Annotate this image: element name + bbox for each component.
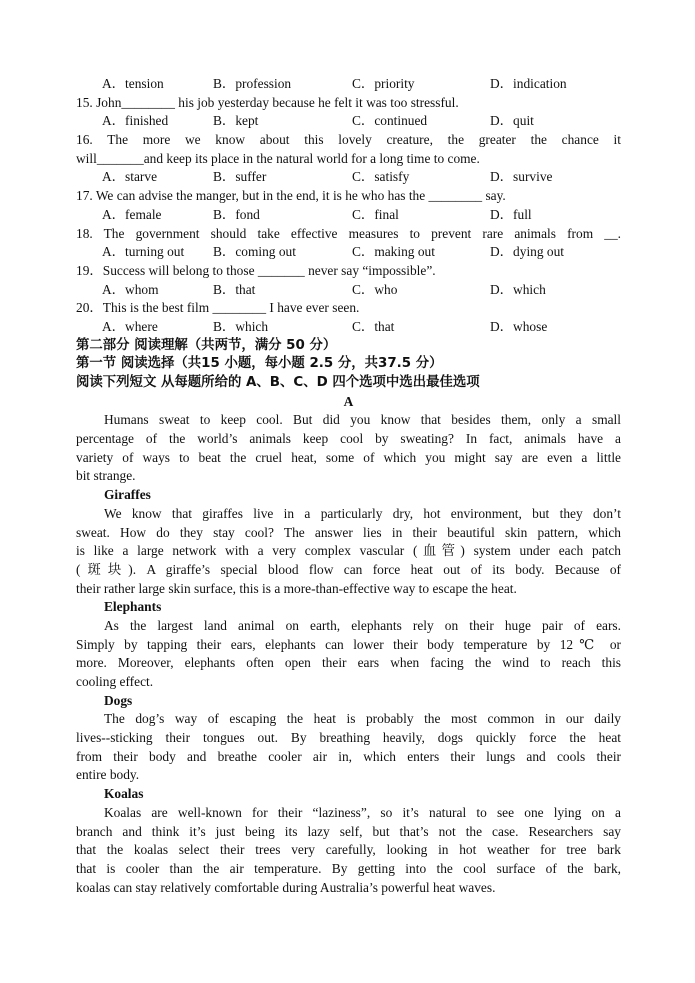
intro-line-3: variety of ways to beat the cruel heat, some of which you might say are even a little <box>76 449 621 465</box>
intro-line-1: Humans sweat to keep cool. But did you know that besides them, only a small <box>104 412 621 428</box>
giraffes-line-5: their rather large skin surface, this is a more-than-effective way to escape the heat. <box>76 580 517 596</box>
koalas-line-2: branch and think it’s just being its lazy self, but that’s not the case. Researchers say <box>76 823 621 839</box>
q20-option-a: A．where <box>102 318 158 334</box>
q14-options <box>76 75 621 94</box>
intro-line-4: bit strange. <box>76 468 136 484</box>
q19-option-a: A．whom <box>102 281 159 297</box>
intro-line-2: percentage of the world’s animals keep cool by sweating? In fact, animals have a <box>76 431 621 447</box>
q14-option-c: C．priority <box>352 76 415 91</box>
q18-option-b: B．coming out <box>213 244 296 260</box>
q17-option-a: A．female <box>102 206 162 222</box>
elephants-line-1: As the largest land animal on earth, elephants rely on their huge pair of ears. <box>104 617 621 633</box>
q19-options <box>76 281 621 300</box>
giraffes-line-2: sweat. How do they stay cool? The answer lies in their beautiful skin pattern, which <box>76 524 621 540</box>
q19-option-c: C．who <box>352 281 398 297</box>
q20-option-d: D．whose <box>490 318 548 334</box>
q20-option-b: B．which <box>213 318 269 334</box>
q16-option-b: B．suffer <box>213 169 267 185</box>
q20-option-c: C．that <box>352 318 395 334</box>
q17-options <box>76 206 621 225</box>
section1-title: 第一节 阅读选择（共15 小题，每小题 2.5 分，共37.5 分） <box>76 356 443 372</box>
dogs-heading: Dogs <box>104 692 133 708</box>
elephants-heading: Elephants <box>104 599 162 615</box>
q14-option-d: D．indication <box>490 76 567 91</box>
q15-option-a: A．finished <box>102 113 169 129</box>
elephants-line-3: more. Moreover, elephants often open their ears when facing the wind to reach this <box>76 655 621 671</box>
giraffes-line-3: is like a large network with a very complex vascular (血管) system under each patch <box>76 543 621 559</box>
q15-stem: 15. John________ his job yesterday because he felt it was too stressful. <box>76 94 459 110</box>
q19-option-d: D．which <box>490 281 546 297</box>
giraffes-heading: Giraffes <box>104 487 151 503</box>
q19-option-b: B．that <box>213 281 256 297</box>
giraffes-line-4: (斑块). A giraffe’s special blood flow can force heat out of its body. Because of <box>76 561 621 577</box>
passage-label: A <box>343 393 354 409</box>
q14-option-a: A．tension <box>102 76 164 91</box>
reading-instruction: 阅读下列短文 从每题所给的 A、B、C、D 四个选项中选出最佳选项 <box>76 375 480 390</box>
koalas-line-3: that the koalas select their trees very carefully, looking in hot weather for tree bark <box>76 842 621 858</box>
giraffes-line-1: We know that giraffes live in a particularly dry, hot environment, but they don’t <box>104 505 621 521</box>
q15-option-b: B．kept <box>213 113 259 129</box>
koalas-line-4: that is cooler than the air temperature. By getting into the cool surface of the bark, <box>76 860 621 876</box>
q16-option-a: A．starve <box>102 169 158 185</box>
dogs-line-3: from their body and breathe cooler air in, which enters their lungs and cools their <box>76 748 621 764</box>
q16-stem-line2: will_______and keep its place in the natural world for a long time to come. <box>76 150 480 166</box>
q20-options <box>76 318 621 337</box>
q15-options <box>76 112 621 131</box>
q18-option-c: C．making out <box>352 244 435 260</box>
document-page <box>76 75 621 897</box>
q18-option-a: A．turning out <box>102 244 185 260</box>
q14-option-b: B．profession <box>213 76 292 91</box>
q18-options <box>76 243 621 262</box>
q17-stem: 17. We can advise the manger, but in the end, it is he who has the ________ say. <box>76 188 506 204</box>
koalas-heading: Koalas <box>104 786 144 802</box>
dogs-line-4: entire body. <box>76 767 140 783</box>
q16-options <box>76 168 621 187</box>
q17-option-d: D．full <box>490 206 532 222</box>
q18-option-d: D．dying out <box>490 244 565 260</box>
q16-stem-line1: 16. The more we know about this lovely creature, the greater the chance it <box>76 132 621 148</box>
part2-title: 第二部分 阅读理解（共两节，满分 50 分） <box>76 337 337 353</box>
q18-stem: 18. The government should take effective measures to prevent rare animals from __. <box>76 225 621 241</box>
q17-option-b: B．fond <box>213 206 260 222</box>
q19-stem: 19．Success will belong to those _______ never say “impossible”. <box>76 262 436 278</box>
dogs-line-1: The dog’s way of escaping the heat is probably the most common in our daily <box>104 711 621 727</box>
q16-option-d: D．survive <box>490 169 553 185</box>
elephants-line-2: Simply by tapping their ears, elephants can lower their body temperature by 12℃ or <box>76 636 621 652</box>
q15-option-d: D．quit <box>490 113 534 129</box>
elephants-line-4: cooling effect. <box>76 674 154 689</box>
dogs-line-2: lives--sticking their tongues out. By breathing heavily, dogs quickly force the heat <box>76 730 621 746</box>
koalas-line-5: koalas can stay relatively comfortable during Australia’s powerful heat waves. <box>76 879 496 895</box>
q17-option-c: C．final <box>352 206 399 222</box>
q15-option-c: C．continued <box>352 113 428 129</box>
q16-option-c: C．satisfy <box>352 169 410 185</box>
koalas-line-1: Koalas are well-known for their “laziness”, so it’s natural to see one lying on a <box>104 804 621 820</box>
q20-stem: 20．This is the best film ________ I have ever seen. <box>76 300 360 316</box>
